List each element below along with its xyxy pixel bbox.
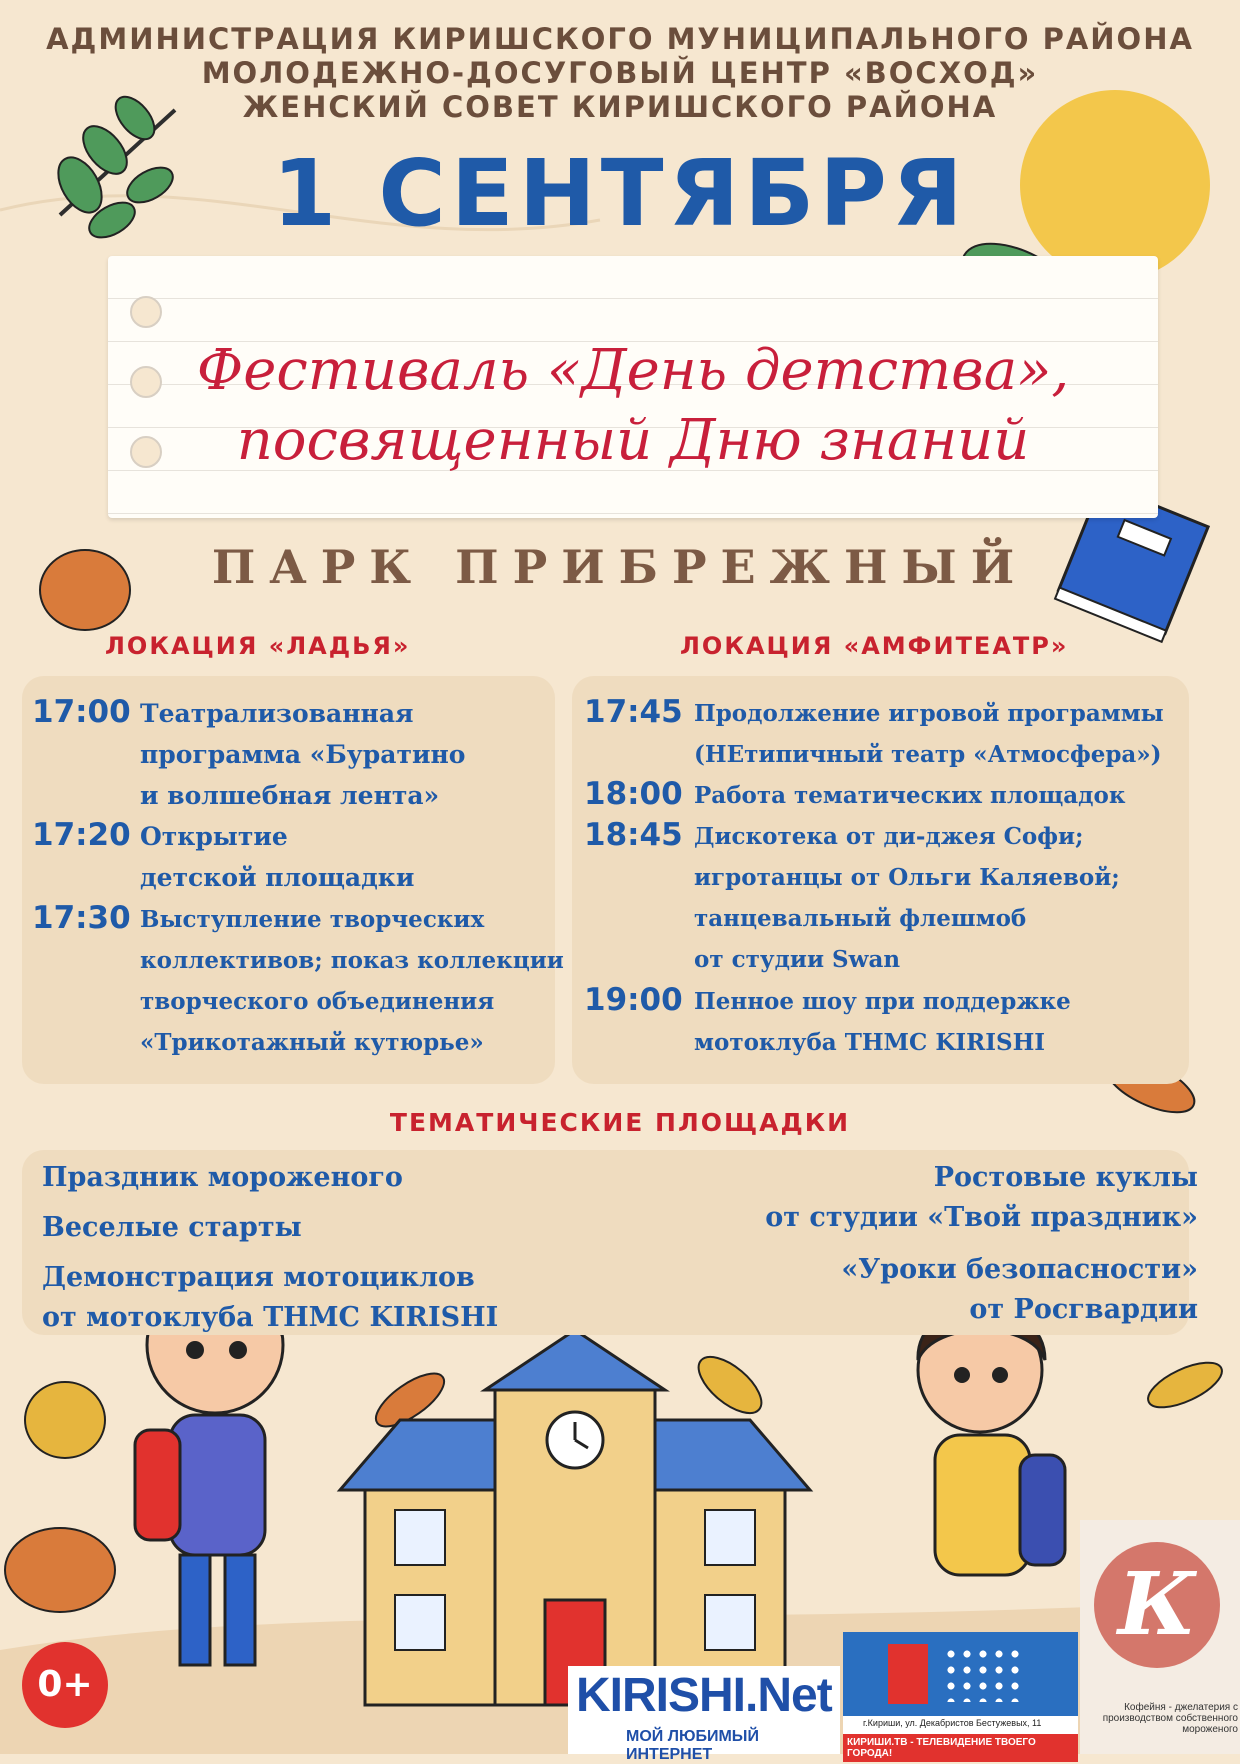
event-time: 18:00 xyxy=(584,776,683,812)
thematic-item: Демонстрация мотоциклов от мотоклуба ТНМС KIRISHI xyxy=(42,1262,499,1333)
location-title-ladya: ЛОКАЦИЯ «ЛАДЬЯ» xyxy=(105,632,411,660)
event-desc: Продолжение игровой программы (НЕтипичный театр «Атмосфера») xyxy=(694,700,1164,768)
event-desc: Работа тематических площадок xyxy=(694,782,1126,809)
thematic-item: «Уроки безопасности» от Росгвардии xyxy=(841,1254,1198,1325)
org-line-2: МОЛОДЕЖНО-ДОСУГОВЫЙ ЦЕНТР «ВОСХОД» xyxy=(201,56,1039,90)
event-time: 17:30 xyxy=(32,900,131,936)
note-ring xyxy=(130,296,162,328)
org-line-1: АДМИНИСТРАЦИЯ КИРИШСКОГО МУНИЦИПАЛЬНОГО РАЙОНА xyxy=(46,22,1194,56)
kirishi-tv-address: г.Кириши, ул. Декабристов Бестужевых, 11 xyxy=(863,1718,1042,1728)
location-title-amphitheatre: ЛОКАЦИЯ «АМФИТЕАТР» xyxy=(680,632,1069,660)
thematic-item: Веселые старты xyxy=(42,1212,302,1243)
event-time: 17:00 xyxy=(32,694,131,730)
thematic-title: ТЕМАТИЧЕСКИЕ ПЛОЩАДКИ xyxy=(389,1108,851,1137)
yellow-leaf-icon-4 xyxy=(689,1347,770,1423)
event-desc: Открытие детской площадки xyxy=(140,822,415,892)
thematic-item: Ростовые куклы от студии «Твой праздник» xyxy=(765,1162,1198,1233)
kirishi-tv-logo-icon xyxy=(843,1632,1078,1716)
schedule-panel-ladya xyxy=(22,676,564,1084)
yellow-leaf-icon-2 xyxy=(1142,1354,1228,1417)
event-time: 18:45 xyxy=(584,817,683,853)
sponsor-kirishi-net-tagline: МОЙ ЛЮБИМЫЙ ИНТЕРНЕТ xyxy=(626,1728,759,1763)
event-time: 17:20 xyxy=(32,817,131,853)
yellow-leaf-icon-3 xyxy=(25,1382,105,1458)
schedule-panel-amphitheatre xyxy=(572,676,1189,1084)
festival-note xyxy=(108,256,1158,518)
event-desc: Выступление творческих коллективов; показ коллекции творческого объединения «Трикотажный кутюрье» xyxy=(140,906,564,1056)
event-desc: Пенное шоу при поддержке мотоклуба ТНМС KIRISHI xyxy=(694,988,1071,1056)
festival-title-line-1: Фестиваль «День детства», xyxy=(196,338,1070,403)
orange-leaf-icon-4 xyxy=(5,1528,115,1612)
kirishi-tv-tagline: КИРИШИ.ТВ - ТЕЛЕВИДЕНИЕ ТВОЕГО ГОРОДА! xyxy=(843,1734,1078,1762)
event-time: 19:00 xyxy=(584,982,683,1018)
coffee-logo-icon: К xyxy=(1094,1542,1220,1668)
girl-illustration xyxy=(918,1308,1065,1576)
event-desc: Дискотека от ди-джея Софи; игротанцы от Ольги Каляевой; танцевальный флешмоб от студии Swan xyxy=(694,823,1120,973)
park-name: ПАРК ПРИБРЕЖНЫЙ xyxy=(211,540,1029,594)
sponsor-kirishi-net-name: KIRISHI.Net xyxy=(576,1669,832,1722)
org-line-3: ЖЕНСКИЙ СОВЕТ КИРИШСКОГО РАЙОНА xyxy=(242,90,998,124)
event-date: 1 СЕНТЯБРЯ xyxy=(272,140,968,247)
thematic-item: Праздник мороженого xyxy=(42,1162,403,1193)
sponsor-kirishi-tv xyxy=(843,1632,1078,1759)
coffee-caption: Кофейня - джелатерия с производством собственного мороженого xyxy=(1102,1702,1238,1735)
festival-title-line-2: посвященный Дню знаний xyxy=(236,408,1030,473)
sponsor-coffee-gelato xyxy=(1080,1520,1240,1754)
event-time: 17:45 xyxy=(584,694,683,730)
sponsor-kirishi-net xyxy=(568,1666,840,1763)
event-desc: Театрализованная программа «Буратино и волшебная лента» xyxy=(140,699,466,810)
age-rating-badge: 0+ xyxy=(22,1642,108,1728)
